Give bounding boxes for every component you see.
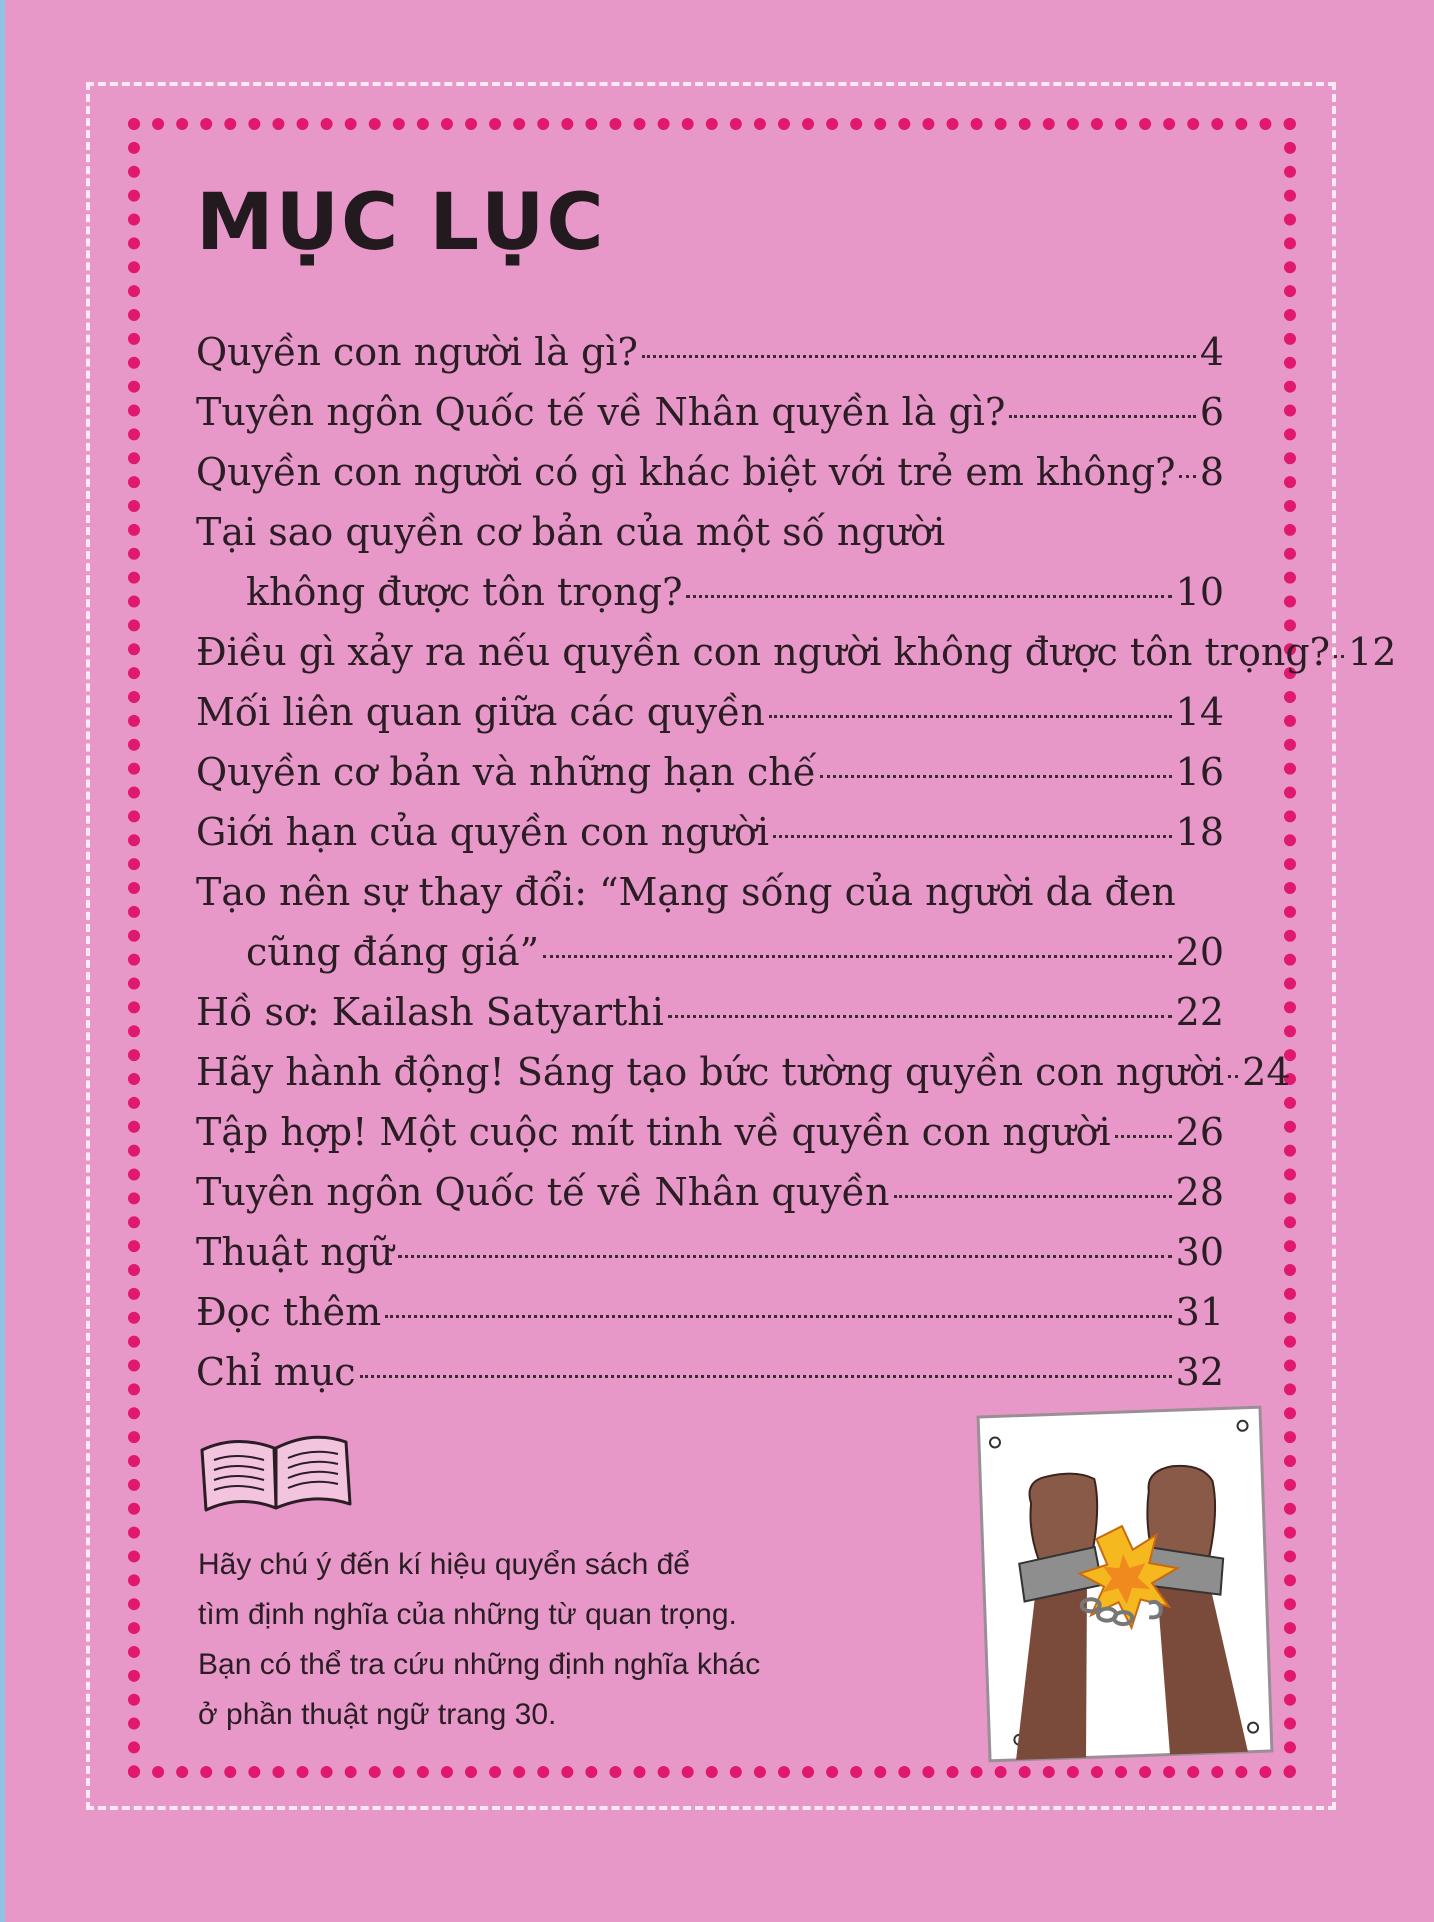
leader-dots xyxy=(1115,1135,1172,1138)
broken-handcuffs-illustration xyxy=(974,1403,1276,1765)
note-line: Hãy chú ý đến kí hiệu quyển sách để xyxy=(198,1548,690,1581)
table-of-contents xyxy=(196,322,1397,1402)
leader-dots xyxy=(686,595,1171,598)
toc-page-number: 12 xyxy=(1348,630,1397,674)
toc-entry-text: Tuyên ngôn Quốc tế về Nhân quyền là gì? xyxy=(196,390,1006,434)
toc-entry-text: Tập hợp! Một cuộc mít tinh về quyền con người xyxy=(196,1110,1111,1154)
toc-entry-text: Quyền con người là gì? xyxy=(196,330,638,374)
note-line: tìm định nghĩa của những từ quan trọng. xyxy=(198,1598,737,1631)
toc-page-number: 6 xyxy=(1199,390,1224,434)
toc-entry-text: không được tôn trọng? xyxy=(246,570,683,614)
leader-dots xyxy=(385,1315,1171,1318)
toc-page-number: 8 xyxy=(1199,450,1224,494)
leader-dots xyxy=(820,775,1172,778)
glossary-note xyxy=(198,1540,918,1740)
toc-page-number: 10 xyxy=(1175,570,1224,614)
toc-page-number: 16 xyxy=(1175,750,1224,794)
toc-entry[interactable] xyxy=(196,1222,1224,1282)
toc-page-number: 32 xyxy=(1175,1350,1224,1394)
toc-page-number: 31 xyxy=(1175,1290,1224,1334)
toc-entry[interactable] xyxy=(196,322,1224,382)
note-line: ở phần thuật ngữ trang 30. xyxy=(198,1698,557,1731)
leader-dots xyxy=(1009,415,1195,418)
toc-entry-continued[interactable] xyxy=(196,562,1224,622)
leader-dots xyxy=(668,1015,1172,1018)
toc-page-number: 22 xyxy=(1175,990,1224,1034)
leader-dots xyxy=(769,715,1172,718)
left-edge-strip xyxy=(0,0,5,1922)
toc-page-number: 30 xyxy=(1175,1230,1224,1274)
leader-dots xyxy=(642,355,1196,358)
toc-page-number: 24 xyxy=(1242,1050,1291,1094)
toc-entry-text: Thuật ngữ xyxy=(196,1230,394,1274)
toc-entry[interactable] xyxy=(196,682,1224,742)
toc-page-number: 20 xyxy=(1175,930,1224,974)
toc-entry-text: Quyền con người có gì khác biệt với trẻ em không? xyxy=(196,450,1176,494)
leader-dots xyxy=(773,835,1172,838)
leader-dots xyxy=(1334,655,1344,658)
toc-entry[interactable] xyxy=(196,1162,1224,1222)
toc-page-number: 14 xyxy=(1175,690,1224,734)
toc-entry-text: cũng đáng giá” xyxy=(246,930,540,974)
page-title: MỤC LỤC xyxy=(196,178,606,268)
toc-entry-text: Hồ sơ: Kailash Satyarthi xyxy=(196,990,664,1034)
leader-dots xyxy=(398,1255,1172,1258)
toc-entry[interactable] xyxy=(196,742,1224,802)
toc-entry[interactable] xyxy=(196,502,1224,562)
toc-entry[interactable] xyxy=(196,442,1224,502)
toc-entry-text: Hãy hành động! Sáng tạo bức tường quyền con người xyxy=(196,1050,1225,1094)
toc-entry[interactable] xyxy=(196,622,1397,682)
toc-entry[interactable] xyxy=(196,1282,1224,1342)
toc-entry-text: Tại sao quyền cơ bản của một số người xyxy=(196,510,946,554)
toc-entry[interactable] xyxy=(196,982,1224,1042)
open-book-icon xyxy=(196,1420,356,1520)
toc-entry-text: Chỉ mục xyxy=(196,1350,356,1394)
toc-entry-continued[interactable] xyxy=(196,922,1224,982)
toc-page-number: 26 xyxy=(1175,1110,1224,1154)
leader-dots xyxy=(894,1195,1172,1198)
toc-entry-text: Tuyên ngôn Quốc tế về Nhân quyền xyxy=(196,1170,890,1214)
toc-entry-text: Giới hạn của quyền con người xyxy=(196,810,770,854)
toc-entry-text: Tạo nên sự thay đổi: “Mạng sống của người da đen xyxy=(196,870,1176,914)
leader-dots xyxy=(1228,1075,1238,1078)
toc-entry[interactable] xyxy=(196,1342,1224,1402)
toc-page-number: 4 xyxy=(1199,330,1224,374)
toc-entry[interactable] xyxy=(196,1102,1224,1162)
toc-entry[interactable] xyxy=(196,1042,1291,1102)
toc-entry[interactable] xyxy=(196,802,1224,862)
toc-entry-text: Quyền cơ bản và những hạn chế xyxy=(196,750,817,794)
leader-dots xyxy=(1179,475,1195,478)
toc-entry-text: Đọc thêm xyxy=(196,1290,382,1334)
leader-dots xyxy=(543,955,1172,958)
toc-entry-text: Điều gì xảy ra nếu quyền con người không được tôn trọng? xyxy=(196,630,1331,674)
toc-entry[interactable] xyxy=(196,382,1224,442)
leader-dots xyxy=(360,1375,1172,1378)
toc-entry-text: Mối liên quan giữa các quyền xyxy=(196,690,765,734)
toc-page-number: 18 xyxy=(1175,810,1224,854)
toc-entry[interactable] xyxy=(196,862,1224,922)
note-line: Bạn có thể tra cứu những định nghĩa khác xyxy=(198,1648,761,1681)
toc-page-number: 28 xyxy=(1175,1170,1224,1214)
